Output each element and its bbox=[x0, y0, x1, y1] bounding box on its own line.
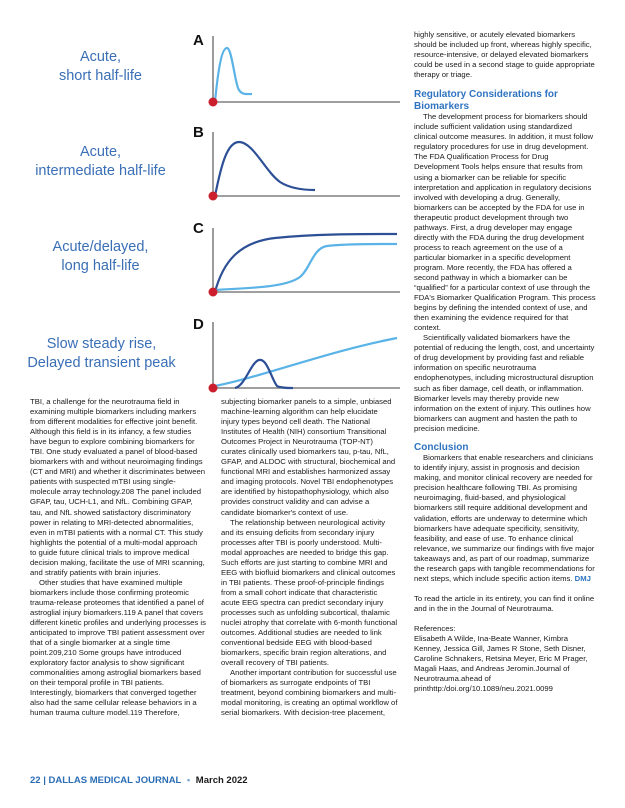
long-half-life-curve-light bbox=[215, 244, 397, 290]
panel-a-letter: A bbox=[193, 32, 204, 49]
references-label: References: bbox=[414, 623, 456, 633]
caption-line: Acute/delayed, bbox=[52, 239, 149, 255]
paragraph: Other studies that have examined multiple biomarkers include those confirming proteomic trauma-release proteomes that identified a panel of astroglial injury biomarkers.119 A panel that covers different kinetic profiles and underlying processes is anticipated to improve TBI patient assessment over that of a single biomarker at a single time point.209,210 Some groups have introduced exploratory factor analysis to show significant commonalities among astroglial biomarkers based on their temporal profile in TBI patients. Interestingly, biomarkers that converged together also had the same cellular release behaviors in a human trauma culture model.119 Therefore, bbox=[30, 577, 206, 718]
panel-d-graph bbox=[205, 316, 405, 396]
caption-line: Slow steady rise, bbox=[46, 336, 157, 352]
caption-line: short half-life bbox=[58, 68, 142, 84]
paragraph: Although this field is in its infancy, a few studies have begun to explore combining biomarkers for TBI. One study evaluated a panel of blood-based biomarkers with and without neuroimaging findings (CT and MRI) and whether it discriminates between patients with suspected mTBI using single-molecule array technology.208 The panel included GFAP, tau, UCH-L1, and NfL. Combining GFAP, tau, and NfL showed satisfactory discriminatory power in relating to MRI-detected abnormalities, even in mTBI patients with a normal CT. This study highlights the potential of a multi-modal approach to guide future clinical trials to improve medical decision making, facilitate the use of MRI scanning, and stratify patients with brain injuries. bbox=[30, 427, 206, 577]
caption-line: Acute, bbox=[79, 49, 122, 65]
short-half-life-curve bbox=[215, 48, 252, 102]
column-1 bbox=[30, 397, 206, 719]
journal-name: DALLAS MEDICAL JOURNAL bbox=[48, 775, 182, 786]
origin-dot bbox=[209, 192, 218, 201]
panel-d-caption bbox=[14, 335, 189, 373]
origin-dot bbox=[209, 98, 218, 107]
panel-c-letter: C bbox=[193, 220, 204, 237]
page-number: 22 bbox=[30, 775, 41, 786]
paragraph bbox=[414, 453, 596, 584]
long-half-life-curve-dark bbox=[215, 234, 397, 292]
paragraph: highly sensitive, or acutely elevated biomarkers should be included up front, whereas highly specific, resource-intensive, or delayed elevated biomarkers could be used in a second stage to guide appropriate therapy or triage. bbox=[414, 30, 595, 80]
column-3 bbox=[414, 30, 596, 694]
panel-b-graph bbox=[205, 126, 405, 206]
origin-dot bbox=[209, 384, 218, 393]
footer-dot: • bbox=[186, 775, 191, 786]
section-heading-conclusion: Conclusion bbox=[414, 441, 469, 453]
references-text: Elisabeth A Wilde, Ina-Beate Wanner, Kimbra Kenney, Jessica Gill, James R Stone, Seth Disner, Caroline Schnakers, Retsina Meyer, Eric M Prager, Magali Haas, and Andreas Jeromin.Journal of Neurotrauma.ahead of printhttp:/doi.org/10.1089/neu.2021.0099 bbox=[414, 633, 588, 694]
paragraph: Another important contribution for successful use of biomarkers as surrogate endpoints of TBI treatment, beyond combining biomarkers and multi-modal monitoring, is creating an optimal workflow of serial biomarkers. With decision-tree placement, bbox=[221, 668, 398, 718]
panel-d-letter: D bbox=[193, 316, 204, 333]
caption-line: intermediate half-life bbox=[35, 163, 166, 179]
caption-line: Delayed transient peak bbox=[27, 355, 176, 371]
panel-c-caption bbox=[18, 238, 183, 276]
conclusion-text: Biomarkers that enable researchers and clinicians to identify injury, assist in prognosis and decision making, and monitor clinical recovery are needed for precision healthcare following TBI. As promising neuroimaging, fluid-based, and physiological biomarkers still require additional development and validation, efforts are underway to determine which biomarkers have adequate specificity, sensitivity, feasibility, and ease of use. To enhance clinical relevance, we summarize our findings with five major takeaways and, as part of our roadmap, summarize the research gaps with tangible recommendations for next steps, which include specific action items. bbox=[414, 453, 595, 583]
paragraph: subjecting biomarker panels to a simple, unbiased machine-learning algorithm can help elucidate injury types beyond cell death. The National Institutes of Health (NIH) consortium Transitional Outcomes Project in Neurotrauma (TOP-NT) curates clinically used biomarkers tau, p-tau, NfL, GFAP, and ALDOC with structural, biochemical and functional MRI and establishes harmonized assay and imaging protocols. Novel TBI endophenotypes are identified by histopathophysiology, which also provides construct validity and can advise a candidate biomarker's context of use. bbox=[221, 397, 396, 517]
panel-a-graph bbox=[205, 30, 405, 110]
paragraph: TBI, a challenge for the neurotrauma field in examining multiple biomarkers including markers from different modalities for effective joint benefit. bbox=[30, 397, 198, 427]
paragraph: The relationship between neurological activity and its ensuing deficits from secondary injury processes after TBI is poorly understood. Multi-modal approaches are needed to bridge this gap. Such efforts are just starting to combine MRI and EEG with biofluid biomarkers and clinical outcomes in TBI patients. These proof-of-principle findings from a small cohort indicate that characteristic acute EEG spectra can predict secondary injury processes such as unfolding subcortical, thalamic nuclei atrophy that correlate with 6-month functional outcomes. Additional studies are needed to link conventional bedside EEG with blood-based biomarkers, specific brain region alterations, and overall recovery of TBI patients. bbox=[221, 517, 398, 668]
paragraph: The development process for biomarkers should include sufficient validation using standardized clinical outcome measures. In addition, it must follow regulatory procedures for use in drug development. The FDA Qualification Process for Drug Development Tools helps ensure that results from using a biomarker can be reliable for specific interpretation and application in regulatory decisions involved with developing a drug. Generally, biomarkers can be accepted by the FDA for use in therapeutic product development through two pathways. First, a drug developer may engage directly with the FDA during the drug development process to reach agreement on the use of a particular biomarker in a specific development program. More recently, the FDA has offered a second pathway in which a biomarker can be “qualified” for a particular context of use through the FDA's Biomarker Qualification Program. This process begins by defining the intended context of use, and then examining the evidence required for that context. bbox=[414, 112, 596, 333]
panel-c-graph bbox=[205, 222, 405, 302]
issue-date: March 2022 bbox=[195, 775, 248, 786]
dmj-end-mark: DMJ bbox=[574, 573, 591, 583]
caption-line: Acute, bbox=[79, 144, 122, 160]
panel-b-caption bbox=[18, 143, 183, 181]
read-more-note: To read the article in its entirety, you can find it online and in the in the Journal of Neurotrauma. bbox=[414, 593, 595, 613]
footer-bar: | bbox=[43, 775, 46, 786]
paragraph: Scientifically validated biomarkers have the potential of reducing the length, cost, and uncertainty of drug development by providing fast and reliable information on specific neurotrauma endophenotypes, including microstructural disruption such as fiber damage, cell death, or inflammation. Biomarker levels may thereby provide new information on the extent of injury. This outlines how biomarkers can augment and hasten the path to precision medicine. bbox=[414, 333, 595, 433]
intermediate-half-life-curve bbox=[215, 142, 315, 196]
origin-dot bbox=[209, 288, 218, 297]
column-2 bbox=[221, 397, 398, 719]
panel-b-letter: B bbox=[193, 124, 204, 141]
section-heading-regulatory: Regulatory Considerations for Biomarkers bbox=[414, 89, 558, 112]
page-footer bbox=[30, 775, 248, 786]
slow-steady-rise-curve bbox=[215, 338, 397, 386]
panel-a-caption bbox=[18, 48, 183, 86]
caption-line: long half-life bbox=[61, 258, 140, 274]
